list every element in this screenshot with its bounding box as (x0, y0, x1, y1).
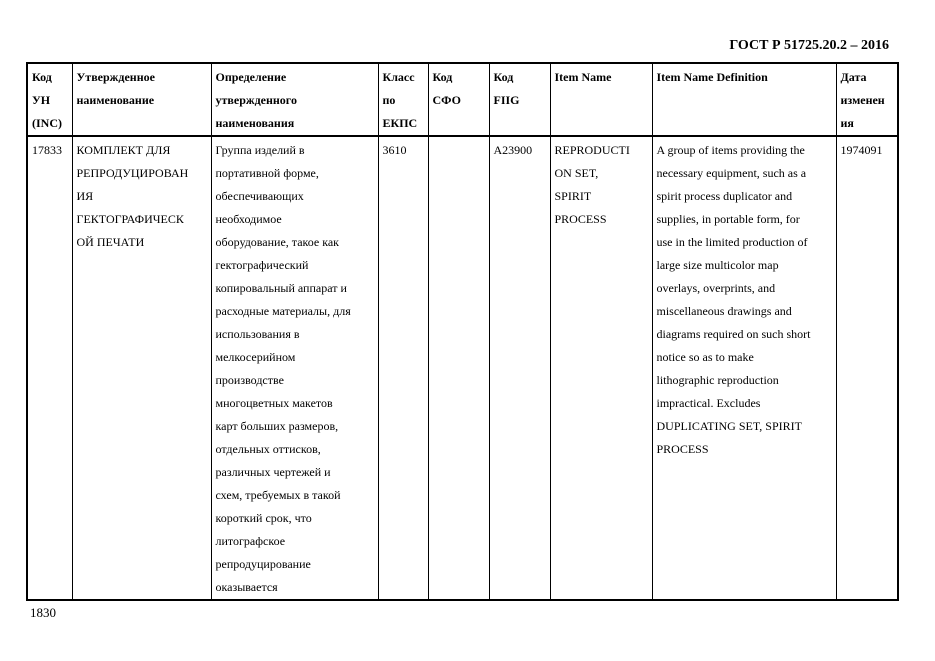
cell-sfo-code (428, 136, 489, 600)
table-row (27, 136, 898, 600)
standard-title: ГОСТ Р 51725.20.2 – 2016 (729, 38, 889, 53)
header-ekps-class: Класс по ЕКПС (378, 63, 428, 136)
cell-fiig-code: A23900 (489, 136, 550, 600)
header-inc: Код УН (INC) (27, 63, 72, 136)
header-item-name: Item Name (550, 63, 652, 136)
cell-ekps-class: 3610 (378, 136, 428, 600)
cell-change-date: 1974091 (836, 136, 898, 600)
header-item-name-definition: Item Name Definition (652, 63, 836, 136)
table-header-row (27, 63, 898, 136)
header-change-date: Дата изменен ия (836, 63, 898, 136)
cell-inc: 17833 (27, 136, 72, 600)
specification-table (26, 62, 899, 601)
header-approved-name: Утвержденное наименование (72, 63, 211, 136)
header-fiig-code: Код FIIG (489, 63, 550, 136)
header-sfo-code: Код СФО (428, 63, 489, 136)
page-number: 1830 (30, 605, 56, 620)
cell-item-name: REPRODUCTI ON SET, SPIRIT PROCESS (550, 136, 652, 600)
cell-item-name-definition: A group of items providing the necessary equipment, such as a spirit process duplicator and supplies, in portable form, for use in the limited production of large size multicolor map overlays, overprints, and miscellaneous drawings and diagrams required on such short notice so as to make lithographic reproduction impractical. Excludes DUPLICATING SET, SPIRIT PROCESS (652, 136, 836, 600)
cell-definition-ru: Группа изделий в портативной форме, обеспечивающих необходимое оборудование, такое как гектографический копировальный аппарат и расходные материалы, для использования в мелкосерийном производстве многоцветных макетов карт больших размеров, отдельных оттисков, различных чертежей и схем, требуемых в такой короткий срок, что литографское репродуцирование оказывается (211, 136, 378, 600)
header-definition-ru: Определение утвержденного наименования (211, 63, 378, 136)
cell-approved-name: КОМПЛЕКТ ДЛЯ РЕПРОДУЦИРОВАН ИЯ ГЕКТОГРАФИЧЕСК ОЙ ПЕЧАТИ (72, 136, 211, 600)
